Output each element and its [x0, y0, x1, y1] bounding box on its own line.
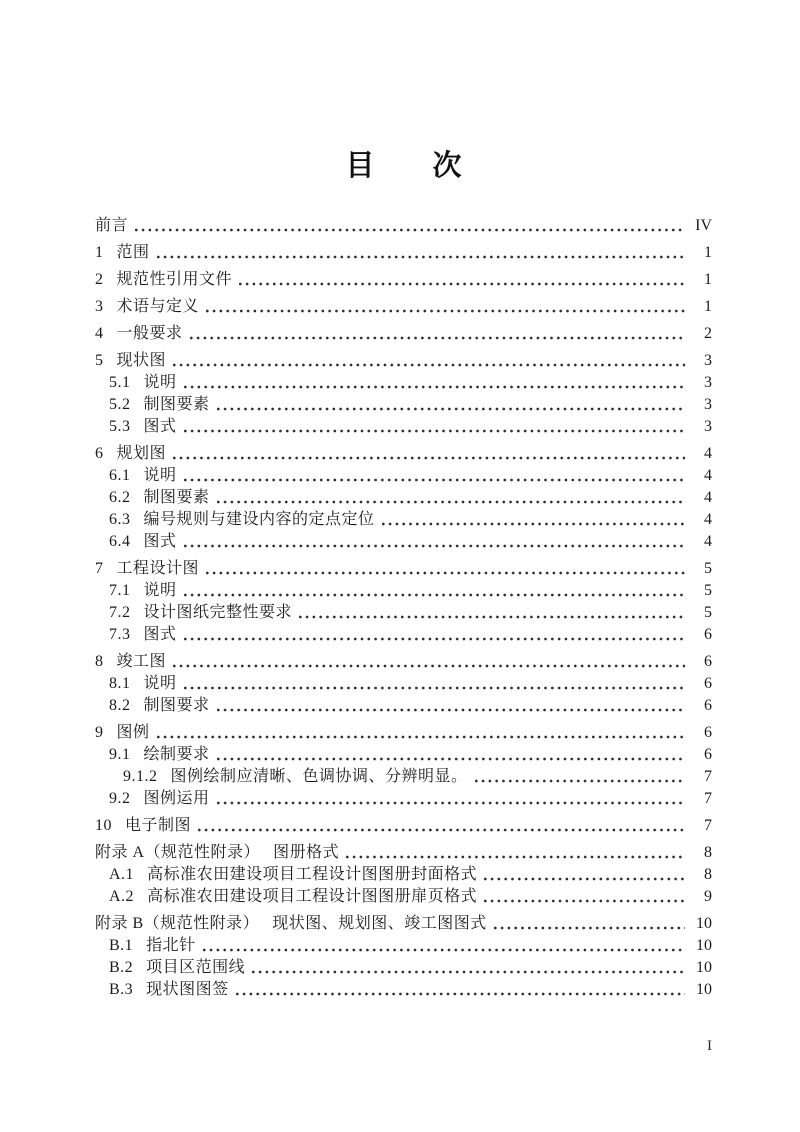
toc-entry [95, 508, 712, 530]
toc-entry-page: 1 [704, 298, 712, 315]
toc-leader-dots [217, 756, 685, 762]
toc-entry-page: 4 [704, 533, 712, 550]
toc-entry-title: 说明 [143, 467, 177, 484]
toc-entry-page: 8 [704, 866, 712, 883]
toc-entry-title: 规范性引用文件 [116, 271, 233, 288]
toc-leader-dots [157, 734, 685, 740]
toc-entry-number: 6.2 [109, 489, 131, 506]
toc-entry-title: 图式 [143, 418, 177, 435]
toc-entry-page: 6 [704, 697, 712, 714]
toc-entry-title: 术语与定义 [116, 298, 200, 315]
toc-entry [95, 268, 712, 290]
toc-entry-number: 5.2 [109, 396, 131, 413]
toc-entry [95, 765, 712, 787]
toc-entry-number: 7.2 [109, 604, 131, 621]
toc-entry-number: 7.3 [109, 626, 131, 643]
toc-entry-title: 制图要素 [143, 489, 210, 506]
toc-leader-dots [184, 384, 685, 390]
toc-leader-dots [346, 854, 685, 860]
toc-entry-title: 绘制要求 [143, 746, 210, 763]
toc-entry-number: 7 [95, 560, 104, 577]
toc-entry-page: 3 [704, 396, 712, 413]
toc-entry-number: 6 [95, 445, 104, 462]
toc-entry-number: 9 [95, 724, 104, 741]
toc-entry [95, 787, 712, 809]
toc-entry-number: B.3 [109, 981, 134, 998]
toc-entry-page: 6 [704, 653, 712, 670]
toc-entry-title: 范围 [116, 244, 150, 261]
toc-entry [95, 579, 712, 601]
toc-entry-title: 说明 [143, 374, 177, 391]
toc-entry-title: 一般要求 [116, 325, 183, 342]
toc-entry-title: 图例运用 [143, 790, 210, 807]
toc-entry-number: 9.1 [109, 746, 131, 763]
toc-entry-title: 说明 [143, 675, 177, 692]
toc-leader-dots [239, 281, 685, 287]
toc-entry-page: IV [695, 217, 712, 234]
toc-entry-title: 工程设计图 [116, 560, 200, 577]
toc-entry-page: 3 [704, 374, 712, 391]
toc-entry [95, 557, 712, 579]
toc-entry-title: 图式 [143, 533, 177, 550]
toc-entry [95, 322, 712, 344]
toc-entry [95, 934, 712, 956]
toc-entry-title: 图册格式 [273, 844, 340, 861]
toc-entry [95, 486, 712, 508]
toc-entry [95, 371, 712, 393]
toc-leader-dots [206, 570, 685, 576]
toc-entry [95, 650, 712, 672]
toc-entry-number: 8 [95, 653, 104, 670]
toc-leader-dots [382, 521, 685, 527]
toc-entry-number: 5 [95, 352, 104, 369]
toc-leader-dots [184, 636, 685, 642]
toc-entry-page: 1 [704, 271, 712, 288]
toc-entry-title: 编号规则与建设内容的定点定位 [143, 511, 375, 528]
toc-entry [95, 442, 712, 464]
toc-list [95, 214, 712, 1000]
toc-entry [95, 841, 712, 863]
toc-leader-dots [475, 778, 685, 784]
toc-leader-dots [236, 991, 685, 997]
toc-leader-dots [184, 685, 685, 691]
toc-entry [95, 295, 712, 317]
toc-entry-title: 指北针 [146, 937, 196, 954]
toc-entry [95, 956, 712, 978]
toc-entry-title: 制图要求 [143, 697, 210, 714]
toc-entry-number: 1 [95, 244, 104, 261]
toc-entry-title: 规划图 [116, 445, 167, 462]
toc-entry-page: 10 [696, 981, 712, 998]
toc-leader-dots [198, 827, 685, 833]
toc-entry-page: 4 [704, 489, 712, 506]
toc-entry [95, 623, 712, 645]
toc-entry-title: 竣工图 [116, 653, 167, 670]
toc-leader-dots [173, 663, 685, 669]
toc-entry-page: 4 [704, 467, 712, 484]
toc-entry-number: B.1 [109, 937, 134, 954]
toc-leader-dots [217, 406, 685, 412]
toc-entry-page: 4 [704, 445, 712, 462]
toc-entry-title: 电子制图 [125, 817, 192, 834]
toc-leader-dots [206, 308, 685, 314]
toc-entry-page: 10 [696, 937, 712, 954]
toc-entry [95, 694, 712, 716]
toc-entry-number: 5.1 [109, 374, 131, 391]
toc-leader-dots [203, 947, 685, 953]
toc-entry-title: 说明 [143, 582, 177, 599]
toc-entry [95, 601, 712, 623]
toc-entry [95, 885, 712, 907]
toc-leader-dots [184, 543, 685, 549]
toc-entry [95, 349, 712, 371]
toc-entry-number: 8.2 [109, 697, 131, 714]
toc-entry-number: 8.1 [109, 675, 131, 692]
toc-entry-page: 5 [704, 582, 712, 599]
toc-entry-page: 8 [704, 844, 712, 861]
toc-entry-title: 现状图图签 [146, 981, 229, 998]
toc-entry-number: 5.3 [109, 418, 131, 435]
toc-entry-page: 7 [704, 790, 712, 807]
toc-entry-number: 9.1.2 [123, 768, 158, 785]
toc-entry-number: B.2 [109, 959, 134, 976]
toc-entry-page: 7 [704, 817, 712, 834]
toc-entry-page: 6 [704, 626, 712, 643]
toc-entry-title: 项目区范围线 [146, 959, 246, 976]
toc-entry-title: 图例 [116, 724, 150, 741]
toc-leader-dots [190, 335, 685, 341]
toc-entry-page: 5 [704, 560, 712, 577]
toc-entry [95, 814, 712, 836]
toc-entry [95, 743, 712, 765]
toc-entry-number: 6.1 [109, 467, 131, 484]
toc-entry-page: 10 [696, 959, 712, 976]
toc-entry [95, 214, 712, 236]
toc-entry-page: 3 [704, 418, 712, 435]
toc-entry-page: 4 [704, 511, 712, 528]
toc-leader-dots [299, 614, 685, 620]
toc-leader-dots [157, 254, 685, 260]
toc-entry [95, 393, 712, 415]
toc-entry-number: 4 [95, 325, 104, 342]
toc-entry [95, 912, 712, 934]
toc-leader-dots [217, 707, 685, 713]
toc-entry-title: 高标准农田建设项目工程设计图图册扉页格式 [147, 888, 478, 905]
toc-leader-dots [173, 362, 685, 368]
toc-entry-page: 3 [704, 352, 712, 369]
toc-entry [95, 672, 712, 694]
toc-entry [95, 415, 712, 437]
toc-entry-number: 附录 B（规范性附录） [95, 915, 260, 932]
toc-entry-page: 9 [704, 888, 712, 905]
toc-entry-number: 9.2 [109, 790, 131, 807]
toc-entry-number: 附录 A（规范性附录） [95, 844, 261, 861]
toc-entry-page: 6 [704, 675, 712, 692]
toc-entry-number: A.1 [109, 866, 135, 883]
toc-entry-page: 6 [704, 724, 712, 741]
page-title: 目 次 [345, 150, 462, 182]
footer-page-number: I [707, 1038, 712, 1054]
toc-entry-title: 图式 [143, 626, 177, 643]
toc-entry-number: 7.1 [109, 582, 131, 599]
toc-entry-number: 10 [95, 817, 112, 834]
toc-entry-number: 3 [95, 298, 104, 315]
toc-entry-number: 6.3 [109, 511, 131, 528]
toc-entry [95, 241, 712, 263]
toc-leader-dots [484, 898, 685, 904]
toc-entry-title: 前言 [95, 217, 129, 234]
toc-leader-dots [184, 477, 685, 483]
toc-entry [95, 721, 712, 743]
toc-entry [95, 978, 712, 1000]
toc-entry-title: 设计图纸完整性要求 [143, 604, 293, 621]
toc-entry-number: A.2 [109, 888, 135, 905]
toc-leader-dots [184, 428, 685, 434]
toc-entry [95, 530, 712, 552]
toc-entry-number: 6.4 [109, 533, 131, 550]
toc-entry-title: 图例绘制应清晰、色调协调、分辨明显。 [170, 768, 468, 785]
toc-entry-number: 2 [95, 271, 104, 288]
toc-entry [95, 464, 712, 486]
toc-leader-dots [494, 925, 685, 931]
toc-leader-dots [217, 499, 685, 505]
toc-leader-dots [173, 455, 685, 461]
toc-entry-page: 2 [704, 325, 712, 342]
toc-entry-page: 1 [704, 244, 712, 261]
toc-entry-page: 7 [704, 768, 712, 785]
toc-leader-dots [252, 969, 685, 975]
toc-entry-page: 10 [696, 915, 712, 932]
toc-leader-dots [135, 227, 685, 233]
toc-entry [95, 863, 712, 885]
toc-leader-dots [484, 876, 685, 882]
toc-entry-page: 5 [704, 604, 712, 621]
toc-entry-title: 高标准农田建设项目工程设计图图册封面格式 [147, 866, 478, 883]
toc-entry-title: 现状图、规划图、竣工图图式 [272, 915, 487, 932]
toc-entry-title: 现状图 [116, 352, 167, 369]
toc-leader-dots [217, 800, 685, 806]
toc-entry-page: 6 [704, 746, 712, 763]
toc-leader-dots [184, 592, 685, 598]
toc-entry-title: 制图要素 [143, 396, 210, 413]
